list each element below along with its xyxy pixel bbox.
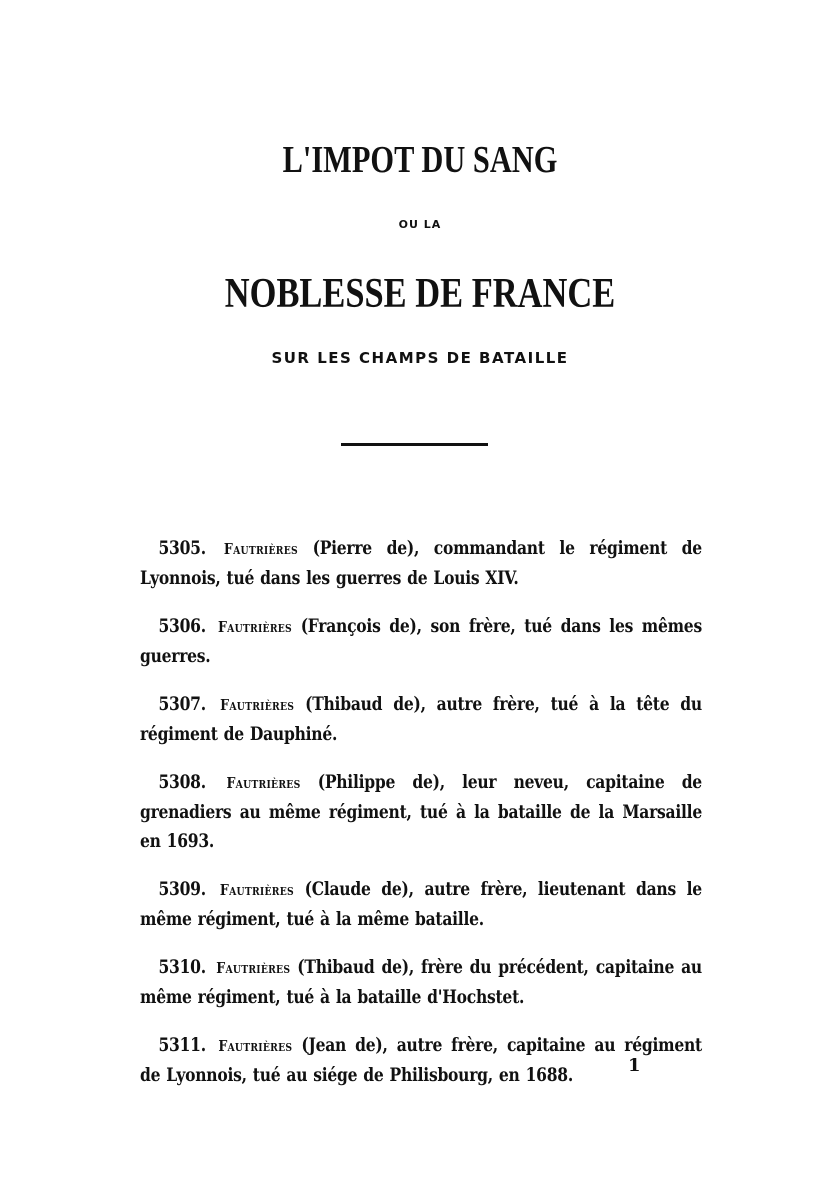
entry-number: 5306.	[158, 616, 206, 637]
entry-name: Fautrières	[226, 774, 301, 792]
entry-name: Fautrières	[217, 618, 292, 636]
page-tagline: SUR LES CHAMPS DE BATAILLE	[271, 349, 569, 367]
entry-name: Fautrières	[220, 696, 295, 714]
entry-text: (Claude de), autre frère, lieutenant dans le même régiment, tué à la même bataille.	[140, 879, 702, 930]
entry-text: (Thibaud de), autre frère, tué à la tête du régiment de Dauphiné.	[140, 694, 702, 745]
list-item	[140, 1031, 702, 1090]
entry-text: (Philippe de), leur neveu, capitaine de grenadiers au même régiment, tué à la bataille de la Marsaille en 1693.	[140, 772, 702, 852]
title-connector: OU LA	[398, 218, 442, 231]
entry-number: 5305.	[158, 538, 206, 559]
list-item	[140, 690, 702, 749]
entry-number: 5307.	[158, 694, 206, 715]
entry-name: Fautrières	[219, 881, 294, 899]
page-subtitle: NOBLESSE DE FRANCE	[224, 271, 616, 317]
list-item	[140, 534, 702, 593]
signature-mark: 1	[628, 1055, 641, 1076]
entry-text: (Jean de), autre frère, capitaine au régiment de Lyonnois, tué au siége de Philisbourg, en 1688.	[140, 1035, 702, 1086]
entry-number: 5311.	[158, 1035, 206, 1056]
entry-name: Fautrières	[218, 1037, 293, 1055]
entry-text: (Pierre de), commandant le régiment de Lyonnois, tué dans les guerres de Louis XIV.	[140, 538, 702, 589]
page-title: L'IMPOT DU SANG	[282, 139, 558, 181]
entry-list	[140, 534, 702, 1109]
entry-number: 5308.	[158, 772, 206, 793]
entry-number: 5309.	[158, 879, 206, 900]
entry-text: (Thibaud de), frère du précédent, capitaine au même régiment, tué à la bataille d'Hochstet.	[140, 957, 702, 1008]
list-item	[140, 768, 702, 856]
list-item	[140, 612, 702, 671]
decorative-rule	[341, 443, 488, 446]
entry-number: 5310.	[158, 957, 206, 978]
entry-name: Fautrières	[216, 959, 291, 977]
entry-text: (François de), son frère, tué dans les mêmes guerres.	[140, 616, 702, 667]
list-item	[140, 875, 702, 934]
list-item	[140, 953, 702, 1012]
entry-name: Fautrières	[223, 540, 298, 558]
